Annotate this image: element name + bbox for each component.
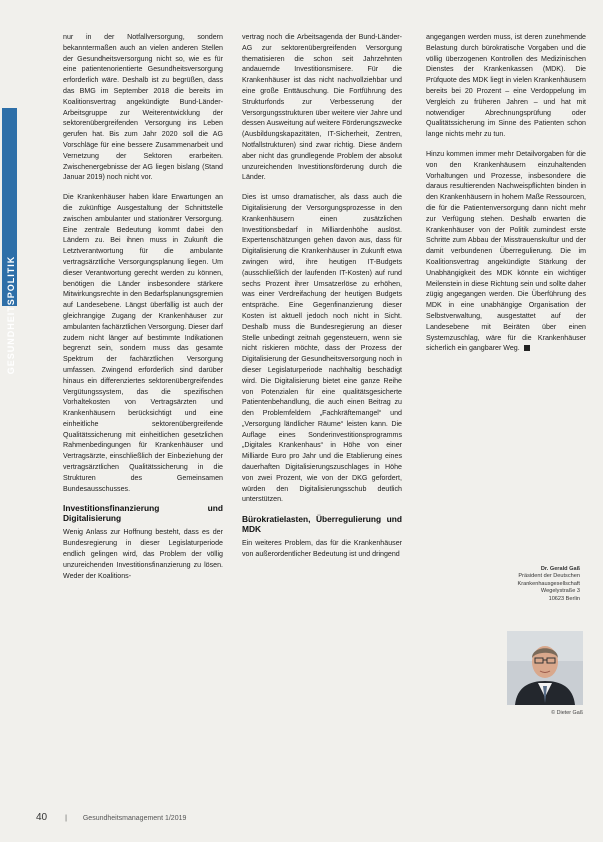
footer-separator: | <box>65 815 67 822</box>
paragraph: Die Krankenhäuser haben klare Erwartungen an die zukünftige Ausgestaltung der Schnittstelle zwischen ambulanter und stationärer Versorgung. Eine zentrale Bedeutung kommt dabei den Ländern zu. Bei ihnen muss in Zukunft die Letztverantwortung für die ambulante vertragsärztliche Versorgungsplanung liegen. Um dieser Verantwortung gerecht werden zu können, benötigen die Länder insbesondere stärkere Mitwirkungsrechte in den Bedarfsplanungsgremien auf Landesebene. Längst überfällig ist auch der gleichrangige Zugang der Krankenhäuser zur ambulanten fachärztlichen Versorgung. Dieser darf zudem nicht länger auf bestimmte Indikationen begrenzt sein, sondern muss das gesamte Spektrum der fachärztlichen Versorgung umfassen. Zwingend erforderlich sind darüber hinaus ein differenziertes sektorenübergreifendes Vergütungssystem, das die spezifischen Vorhaltekosten von Vertragsärzten und Krankenhäusern berücksichtigt und eine einheitliche sektorenübergreifende Qualitätssicherung mit einheitlichen gesetzlichen Rahmenbedingungen für Krankenhäuser und Vertragsärzte, einschließlich der Einbeziehung der vertragsärztlichen Qualitätssicherung in die Strukturen des Gemeinsamen Bundesausschusses. <box>63 193 223 493</box>
subheading: Bürokratielasten, Überregulierung und MDK <box>242 514 402 535</box>
page-footer <box>36 812 186 823</box>
paragraph-text: Hinzu kommen immer mehr Detailvorgaben für die von den Krankenhäusern einzuhaltenden Vorhaltungen und Prozesse, insbesondere die daraus resultierenden Nachweispflichten binden in den Krankenhäusern in hohem Maße Ressourcen, die für die Patientenversorgung dann nicht mehr zur Verfügung stehen. Deshalb erwarten die Krankenhäuser von der Politik zumindest erste Schritte zum Abbau der Misstrauenskultur und der damit verbundenen Überregulierung. Die im Koalitionsvertrag angekündigte Stärkung der Unabhängigkeit des MDK könnte ein wichtiger Meilenstein in diese Richtung sein und sollte daher zügig angegangen werden. Die Überführung des MDK in eine unabhängige Organisation der Selbstverwaltung, ausgestattet auf der Landesebene mit Beiräten über einen Systemzuschlag, wäre für die Krankenhäuser sicherlich ein gangbarer Weg. <box>426 149 586 353</box>
text-column-3 <box>426 32 586 363</box>
text-column-2 <box>242 32 402 569</box>
author-city: 10623 Berlin <box>548 595 580 602</box>
paragraph: nur in der Notfallversorgung, sondern bekanntermaßen auch an vielen anderen Stellen der Gesundheitsversorgung nicht so, wie es für eine patientenorientierte Gesundheitsversorgung erforderlich wäre. Deshalb ist zu begrüßen, dass das BMG im September 2018 die bereits im Koalitionsvertrag angekündigte Bund-Länder-Arbeitsgruppe zur Weiterentwicklung der sektorenübergreifenden Versorgung ins Leben gerufen hat. Bis zum Jahr 2020 soll die AG Vorschläge für eine bessere Zusammenarbeit und Vernetzung der Sektoren erarbeiten. Zwischenergebnisse der AG liegen bislang (Stand Januar 2019) noch nicht vor. <box>63 33 223 182</box>
publication-name: Gesundheitsmanagement 1/2019 <box>82 815 187 822</box>
subheading: Investitionsfinanzierung und Digitalisierung <box>63 503 223 524</box>
author-info <box>480 566 580 603</box>
paragraph: Ein weiteres Problem, das für die Krankenhäuser von außerordentlicher Bedeutung ist und dringend <box>242 539 402 559</box>
paragraph: angegangen werden muss, ist deren zunehmende Belastung durch bürokratische Vorgaben und die völlig überzogenen Kontrollen des Medizinischen Dienstes der Krankenkassen (MDK). Die Prüfquote des MDK liegt in vielen Krankenhäusern bereits bei 20 Prozent – eine Verdoppelung im Vergleich zu früheren Jahren – und hat mit notwendiger Abrechnungsprüfung oder Qualitätssicherung im Sinne des Patienten schon lange nichts mehr zu tun. <box>426 33 586 139</box>
author-name: Dr. Gerald Gaß <box>540 566 580 572</box>
paragraph <box>426 149 586 354</box>
section-label: GESUNDHEITSPOLITIK <box>6 255 16 375</box>
paragraph: vertrag noch die Arbeitsagenda der Bund-Länder-AG zur sektorenübergreifenden Versorgung thematisieren die schon seit Jahrzehnten andauernde Investitionsmisere. Für die Krankenhäuser ist das nicht nachvollziehbar und eine große Enttäuschung. Die Fortführung des Strukturfonds zur Verbesserung der Versorgungsstrukturen über weitere vier Jahre und dessen Ausweitung auf weitere Förderungszwecke (Ausbildungskapazitäten, IT-Sicherheit, Zentren, Notfallstrukturen) sind zwar richtig. Diese ändern aber nicht das grundlegende Problem der absolut unzureichenden Investitionsförderung durch die Länder. <box>242 33 402 182</box>
author-street: Wegelystraße 3 <box>540 588 580 595</box>
portrait-illustration <box>507 631 583 705</box>
page-number: 40 <box>36 812 48 823</box>
photo-credit: © Dieter Gaß <box>551 710 583 716</box>
section-sidebar <box>0 0 18 842</box>
author-role: Präsident der Deutschen <box>518 573 580 580</box>
section-tab <box>2 108 17 375</box>
text-column-1 <box>63 32 223 590</box>
author-photo <box>507 631 583 705</box>
end-of-article-mark <box>524 345 530 351</box>
paragraph: Dies ist umso dramatischer, als dass auch die Digitalisierung der Versorgungsprozesse in den Krankenhäusern einen zusätzlichen Investitionsbedarf in Milliardenhöhe auslöst. Expertenschätzungen gehen davon aus, dass für Digitalisierung die Krankenhäuser in Zukunft etwa zwingen wird, ihre heutigen IT-Budgets (ausschließlich der laufenden IT-Kosten) auf rund sechs Prozent ihrer Umsatzerlöse zu erhöhen, was einer Verdreifachung der heutigen Budgets entspräche. Eine Gegenfinanzierung dieser Kosten ist aktuell jedoch noch nicht in Sicht. Deshalb muss die Bundesregierung an dieser Stelle unbedingt zeitnah gegensteuern, wenn sie nicht riskieren möchte, dass der Prozess der Digitalisierung der Gesundheitsversorgung noch in dieser Legislaturperiode nachhaltig beschädigt wird. Die Digitalisierung bietet eine ganze Reihe von Potenzialen für eine qualitätsgesicherte Patientenbehandlung, die auch einen Beitrag zu den Problemfeldern „Fachkräftemangel“ und „Versorgung ländlicher Räume“ leisten kann. Die Auflage eines Sonderinvestitionsprogramms „Digitales Krankenhaus“ in Höhe von einer Milliarde Euro pro Jahr und die Etablierung eines dauerhaften Digitalisierungszuschlages in Höhe von zwei Prozent, wie von der DKG gefordert, würden den Digitalisierungsschub deutlich unterstützen. <box>242 193 402 504</box>
paragraph: Wenig Anlass zur Hoffnung besteht, dass es der Bundesregierung in dieser Legislaturperiode endlich gelingen wird, das Problem der völlig unzureichenden Investitionsfinanzierung zu lösen. Weder der Koalitions- <box>63 528 223 580</box>
author-organization: Krankenhausgesellschaft <box>517 580 580 587</box>
